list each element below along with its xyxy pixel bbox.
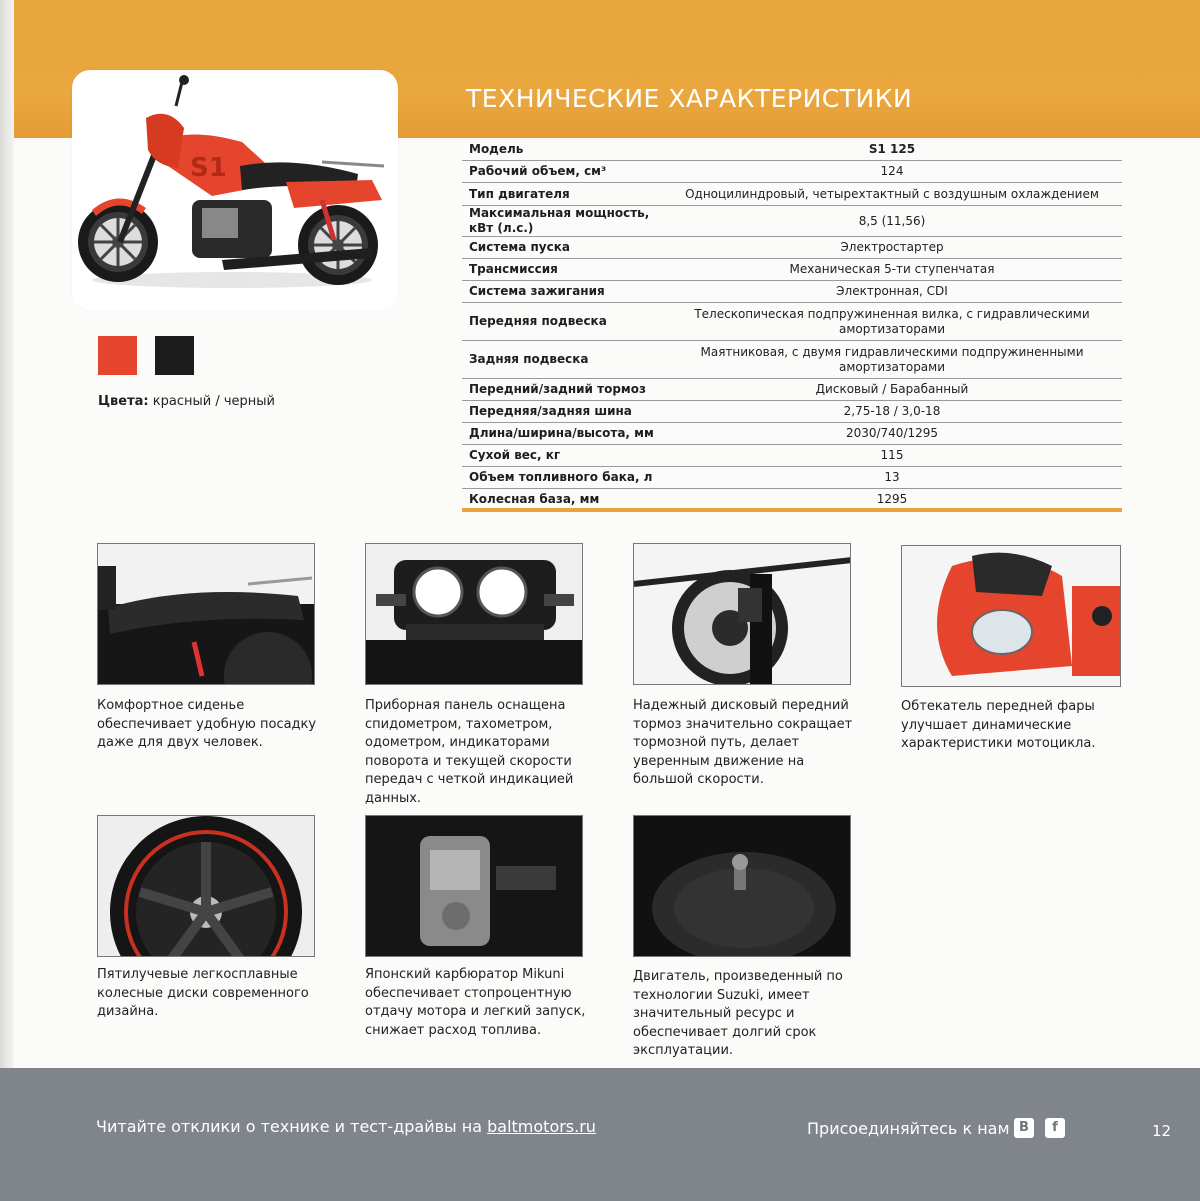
spec-name: Объем топливного бака, л — [469, 470, 653, 484]
tank-logo: S1 — [190, 153, 227, 183]
feature-caption: Пятилучевые легкосплавные колесные диски современного дизайна. — [97, 967, 309, 1019]
spec-name: Задняя подвеска — [469, 352, 589, 366]
colors-label — [98, 394, 275, 409]
spec-value: 2,75-18 / 3,0-18 — [843, 404, 941, 418]
spec-table — [462, 138, 1122, 511]
spec-name: Передняя подвеска — [469, 314, 607, 328]
spec-row — [462, 379, 1122, 401]
spec-value: Электростартер — [840, 240, 944, 254]
spec-row — [462, 341, 1122, 379]
footer-site-link[interactable]: baltmotors.ru — [487, 1117, 596, 1136]
seat-illustration — [98, 544, 315, 685]
spec-name: Передняя/задняя шина — [469, 404, 632, 418]
spec-value: Телескопическая подпружиненная вилка, с гидравлическими амортизаторами — [694, 306, 1090, 336]
wheel-illustration — [98, 816, 315, 957]
footer-prompt: Читайте отклики о технике и тест-драйвы на — [96, 1117, 488, 1136]
page-gutter — [0, 0, 14, 1201]
spec-row — [462, 138, 1122, 161]
spec-value: Дисковый / Барабанный — [815, 382, 969, 396]
spec-row — [462, 423, 1122, 445]
colors-label-bold: Цвета: — [98, 394, 149, 409]
spec-value: 13 — [884, 470, 900, 484]
headlight-fairing-illustration — [902, 546, 1121, 687]
page-number: 12 — [1152, 1122, 1172, 1140]
spec-name: Длина/ширина/высота, мм — [469, 426, 654, 440]
engine-photo — [633, 815, 851, 957]
spec-value: 2030/740/1295 — [845, 426, 939, 440]
brake-disc-illustration — [634, 544, 851, 685]
spec-name: Система пуска — [469, 240, 570, 254]
spec-row — [462, 183, 1122, 206]
spec-value: 115 — [880, 448, 904, 462]
spec-value: 8,5 (11,56) — [858, 213, 926, 228]
dashboard-illustration — [366, 544, 583, 685]
feature-caption: Японский карбюратор Mikuni обеспечивает стопроцентную отдачу мотора и легкий запуск, снижает расход топлива. — [365, 967, 586, 1038]
spec-name: Рабочий объем, см³ — [469, 164, 607, 178]
spec-name: Сухой вес, кг — [469, 448, 561, 462]
spec-value: S1 125 — [868, 141, 916, 156]
color-swatch-red — [98, 336, 137, 375]
spec-row — [462, 401, 1122, 423]
footer-text — [96, 1117, 596, 1136]
seat-photo — [97, 543, 315, 685]
spec-value: Механическая 5-ти ступенчатая — [789, 262, 995, 276]
brake-disc-photo — [633, 543, 851, 685]
spec-row — [462, 281, 1122, 303]
wheel-photo — [97, 815, 315, 957]
spec-name: Трансмиссия — [469, 262, 558, 276]
footer-join-text: Присоединяйтесь к нам — [807, 1119, 1010, 1138]
page-title: ТЕХНИЧЕСКИЕ ХАРАКТЕРИСТИКИ — [466, 84, 913, 113]
spec-row — [462, 303, 1122, 341]
spec-row — [462, 237, 1122, 259]
carburetor-photo — [365, 815, 583, 957]
spec-name: Модель — [469, 141, 524, 156]
spec-row — [462, 206, 1122, 237]
spec-row — [462, 161, 1122, 183]
dashboard-photo — [365, 543, 583, 685]
spec-name: Тип двигателя — [469, 186, 570, 201]
vk-icon[interactable]: В — [1014, 1118, 1034, 1138]
motorcycle-illustration — [72, 70, 398, 310]
spec-table-bottom-rule — [462, 508, 1122, 512]
feature-caption: Надежный дисковый передний тормоз значительно сокращает тормозной путь, делает уверенным движение на большой скорости. — [633, 698, 853, 787]
spec-name: Передний/задний тормоз — [469, 382, 646, 396]
spec-row — [462, 259, 1122, 281]
feature-caption: Двигатель, произведенный по технологии Suzuki, имеет значительный ресурс и обеспечивает долгий срок эксплуатации. — [633, 969, 843, 1058]
spec-name: Колесная база, мм — [469, 492, 600, 506]
spec-value: Одноцилиндровый, четырехтактный с воздушным охлаждением — [685, 186, 1099, 201]
spec-row — [462, 445, 1122, 467]
facebook-icon[interactable]: f — [1045, 1118, 1065, 1138]
spec-name: Система зажигания — [469, 284, 605, 298]
headlight-fairing-photo — [901, 545, 1121, 687]
feature-caption: Комфортное сиденье обеспечивает удобную посадку даже для двух человек. — [97, 698, 317, 750]
feature-caption: Приборная панель оснащена спидометром, тахометром, одометром, индикаторами поворота и текущей скорости передач с четкой индикацией данных. — [365, 698, 574, 806]
spec-name: Максимальная мощность, кВт (л.с.) — [469, 206, 650, 235]
spec-value: 1295 — [876, 492, 908, 506]
color-swatch-black — [155, 336, 194, 375]
colors-label-text: красный / черный — [148, 394, 275, 409]
spec-value: 124 — [880, 164, 904, 178]
engine-illustration — [634, 816, 851, 957]
motorcycle-photo — [72, 70, 398, 310]
carburetor-illustration — [366, 816, 583, 957]
feature-caption: Обтекатель передней фары улучшает динамические характеристики мотоцикла. — [901, 699, 1096, 751]
spec-value: Электронная, CDI — [836, 284, 948, 298]
spec-row — [462, 467, 1122, 489]
spec-value: Маятниковая, с двумя гидравлическими подпружиненными амортизаторами — [700, 344, 1084, 374]
